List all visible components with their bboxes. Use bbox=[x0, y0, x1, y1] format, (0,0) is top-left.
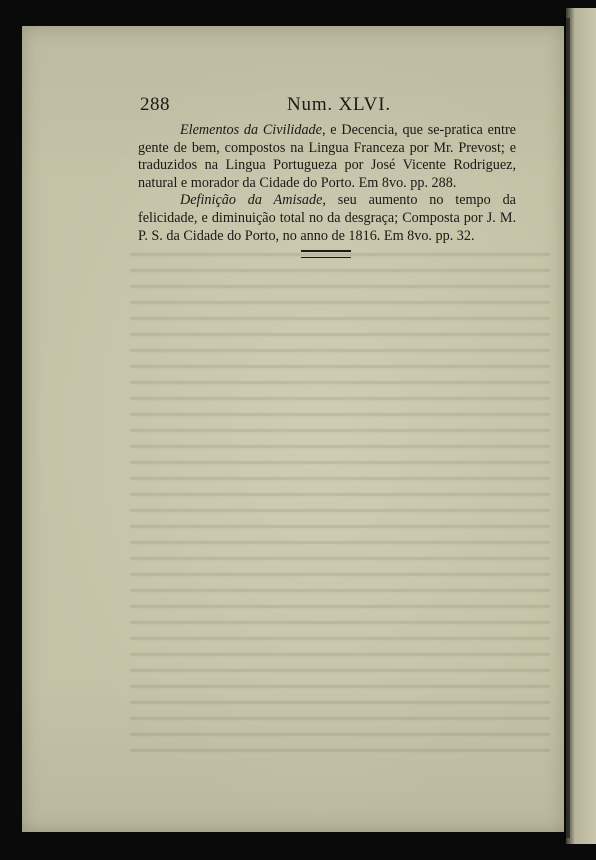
bleed-through-text bbox=[130, 244, 550, 764]
entry-text: , e Decencia, que se-pratica entre gente de bem, compostos na Lingua Franceza por Mr. Prevost; e traduzidos na Lingua Portugueza por José Vicente Rodriguez, natural e morador da Cidade do Porto. Em 8vo. pp. 288. bbox=[138, 122, 516, 191]
facing-page-edge bbox=[566, 8, 596, 844]
entry bbox=[138, 192, 516, 245]
page-header bbox=[140, 94, 440, 116]
body-text bbox=[138, 122, 516, 245]
section-divider bbox=[301, 250, 351, 258]
entry-text: , seu aumento no tempo da felicidade, e diminuição total no da desgraça; Composta por J. M. P. S. da Cidade do Porto, no anno de 1816. Em 8vo. pp. 32. bbox=[138, 192, 516, 244]
entry bbox=[138, 122, 516, 192]
entry-title: Definição da Amisade bbox=[180, 192, 323, 209]
entry-title: Elementos da Civilidade bbox=[180, 122, 322, 138]
page-number: 288 bbox=[140, 94, 170, 115]
running-title: Num. XLVI. bbox=[287, 94, 391, 115]
